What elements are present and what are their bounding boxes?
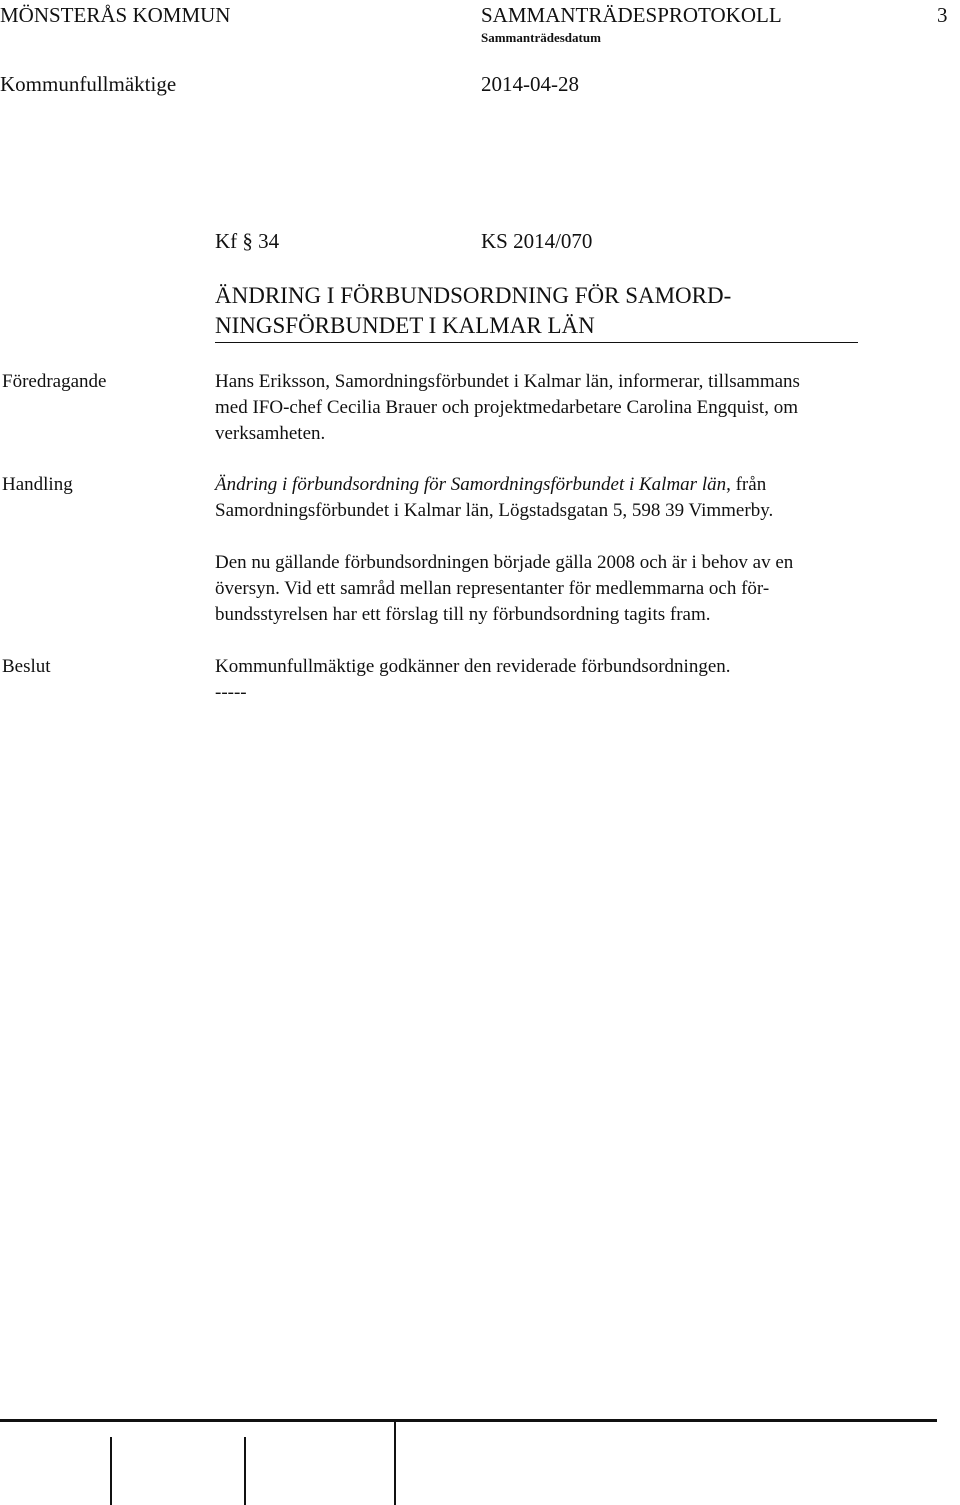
handling-document-title: Ändring i förbundsordning för Samordningsförbundet i Kalmar län bbox=[215, 474, 727, 495]
assembly-name: Kommunfullmäktige bbox=[0, 72, 177, 96]
end-marker: ----- bbox=[215, 682, 247, 703]
title-underline bbox=[215, 342, 858, 343]
foredragande-line: med IFO-chef Cecilia Brauer och projektmedarbetare Carolina Engquist, om bbox=[215, 397, 798, 418]
signature-divider bbox=[110, 1437, 112, 1505]
document-type: SAMMANTRÄDESPROTOKOLL bbox=[481, 3, 782, 27]
foredragande-line: verksamheten. bbox=[215, 423, 326, 444]
date-label: Sammanträdesdatum bbox=[481, 30, 601, 45]
foredragande-line: Hans Eriksson, Samordningsförbundet i Kalmar län, informerar, tillsammans bbox=[215, 371, 800, 392]
case-title-line1: ÄNDRING I FÖRBUNDSORDNING FÖR SAMORD- bbox=[215, 283, 732, 308]
handling-para-line: översyn. Vid ett samråd mellan representanter för medlemmarna och för- bbox=[215, 578, 770, 599]
handling-para-line: bundsstyrelsen har ett förslag till ny förbundsordning tagits fram. bbox=[215, 604, 711, 625]
page-number: 3 bbox=[937, 3, 948, 27]
case-title-line2: NINGSFÖRBUNDET I KALMAR LÄN bbox=[215, 313, 595, 338]
paragraph-number: Kf § 34 bbox=[215, 229, 280, 253]
handling-line1 bbox=[215, 472, 766, 498]
section-label-handling: Handling bbox=[2, 474, 73, 495]
signature-divider bbox=[244, 1437, 246, 1505]
meeting-date: 2014-04-28 bbox=[481, 72, 579, 96]
decision-text: Kommunfullmäktige godkänner den reviderade förbundsordningen. bbox=[215, 656, 731, 677]
case-reference: KS 2014/070 bbox=[481, 229, 593, 253]
handling-from: , från bbox=[726, 474, 767, 495]
organization-name: MÖNSTERÅS KOMMUN bbox=[0, 3, 231, 27]
footer-rule bbox=[0, 1419, 937, 1422]
section-label-beslut: Beslut bbox=[2, 656, 51, 677]
handling-line2: Samordningsförbundet i Kalmar län, Lögstadsgatan 5, 598 39 Vimmerby. bbox=[215, 500, 774, 521]
section-label-foredragande: Föredragande bbox=[2, 371, 107, 392]
signature-divider bbox=[394, 1422, 396, 1505]
handling-para-line: Den nu gällande förbundsordningen började gälla 2008 och är i behov av en bbox=[215, 552, 794, 573]
